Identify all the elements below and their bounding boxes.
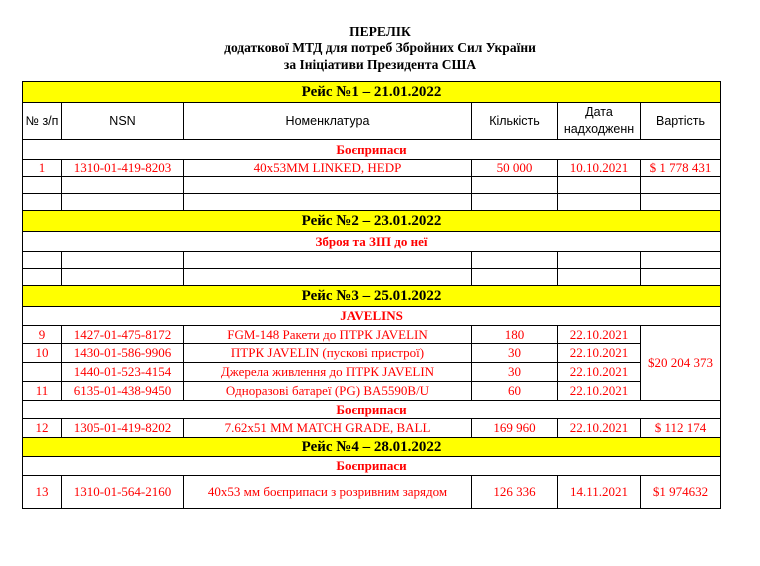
- doc-title: ПЕРЕЛІК: [349, 24, 411, 39]
- cell-nsn: 1310-01-564-2160: [62, 476, 184, 509]
- cell-num: [23, 363, 62, 382]
- empty-row: [23, 252, 721, 269]
- trip-4-title: Рейс №4 – 28.01.2022: [23, 438, 721, 457]
- category-row: [23, 232, 721, 252]
- col-header-cost: Вартість: [641, 103, 721, 140]
- cell-nsn: 6135-01-438-9450: [62, 382, 184, 401]
- cell-qty: 30: [472, 363, 558, 382]
- trip-3-header-row: [23, 286, 721, 307]
- empty-row: [23, 194, 721, 211]
- cell-nsn: 1427-01-475-8172: [62, 326, 184, 344]
- category-row: [23, 307, 721, 326]
- cell-date: 22.10.2021: [558, 419, 641, 438]
- cell-qty: 50 000: [472, 160, 558, 177]
- cell-num: 13: [23, 476, 62, 509]
- cell-cost: $ 1 778 431: [641, 160, 721, 177]
- cell-num: 9: [23, 326, 62, 344]
- category-row: [23, 401, 721, 419]
- cell-qty: 180: [472, 326, 558, 344]
- cell-name: 7.62х51 ММ MATCH GRADE, BALL: [184, 419, 472, 438]
- cell-name: Одноразові батареї (PG) BA5590B/U: [184, 382, 472, 401]
- col-header-date: Дата надходженн: [558, 103, 641, 140]
- cell-qty: 126 336: [472, 476, 558, 509]
- cell-qty: 169 960: [472, 419, 558, 438]
- cell-num: 11: [23, 382, 62, 401]
- category-label: Боєприпаси: [23, 457, 721, 476]
- empty-row: [23, 269, 721, 286]
- cell-num: 12: [23, 419, 62, 438]
- col-header-qty: Кількість: [472, 103, 558, 140]
- cell-num: 1: [23, 160, 62, 177]
- trip-4-header-row: [23, 438, 721, 457]
- column-header-row: [23, 103, 721, 140]
- table-row: [23, 344, 721, 363]
- category-label: Зброя та ЗІП до неї: [23, 232, 721, 252]
- col-header-name: Номенклатура: [184, 103, 472, 140]
- trip-2-header-row: [23, 211, 721, 232]
- cell-date: 22.10.2021: [558, 363, 641, 382]
- cell-date: 14.11.2021: [558, 476, 641, 509]
- col-header-nsn: NSN: [62, 103, 184, 140]
- cell-date: 22.10.2021: [558, 382, 641, 401]
- table-row: [23, 476, 721, 509]
- cell-qty: 60: [472, 382, 558, 401]
- table-row: [23, 160, 721, 177]
- cell-cost: $ 112 174: [641, 419, 721, 438]
- doc-subtitle-2: за Ініціативи Президента США: [283, 57, 477, 72]
- cell-name: 40х53 мм боєприпаси з розривним зарядом: [184, 476, 472, 509]
- cell-nsn: 1430-01-586-9906: [62, 344, 184, 363]
- cell-nsn: 1440-01-523-4154: [62, 363, 184, 382]
- cell-num: 10: [23, 344, 62, 363]
- cell-name: ПТРК JAVELIN (пускові пристрої): [184, 344, 472, 363]
- cell-name: 40х53ММ LINKED, HEDP: [184, 160, 472, 177]
- category-label: Боєприпаси: [23, 401, 721, 419]
- table-row: [23, 419, 721, 438]
- col-header-num: № з/п: [23, 103, 62, 140]
- cell-date: 22.10.2021: [558, 344, 641, 363]
- category-label: Боєприпаси: [23, 140, 721, 160]
- cell-qty: 30: [472, 344, 558, 363]
- javelin-cost-cell: $20 204 373: [641, 326, 721, 401]
- empty-row: [23, 177, 721, 194]
- cell-name: FGM-148 Ракети до ПТРК JAVELIN: [184, 326, 472, 344]
- cell-date: 10.10.2021: [558, 160, 641, 177]
- trip-2-title: Рейс №2 – 23.01.2022: [23, 211, 721, 232]
- category-label: JAVELINS: [23, 307, 721, 326]
- trip-1-header-row: [23, 82, 721, 103]
- doc-subtitle-1: додаткової МТД для потреб Збройних Сил України: [224, 40, 536, 55]
- cell-date: 22.10.2021: [558, 326, 641, 344]
- category-row: [23, 140, 721, 160]
- table-row: [23, 326, 721, 344]
- cell-name: Джерела живлення до ПТРК JAVELIN: [184, 363, 472, 382]
- cell-nsn: 1310-01-419-8203: [62, 160, 184, 177]
- category-row: [23, 457, 721, 476]
- mtd-table: [22, 81, 721, 509]
- trip-3-title: Рейс №3 – 25.01.2022: [23, 286, 721, 307]
- table-row: [23, 363, 721, 382]
- trip-1-title: Рейс №1 – 21.01.2022: [23, 82, 721, 103]
- cell-cost: $1 974632: [641, 476, 721, 509]
- cell-nsn: 1305-01-419-8202: [62, 419, 184, 438]
- table-row: [23, 382, 721, 401]
